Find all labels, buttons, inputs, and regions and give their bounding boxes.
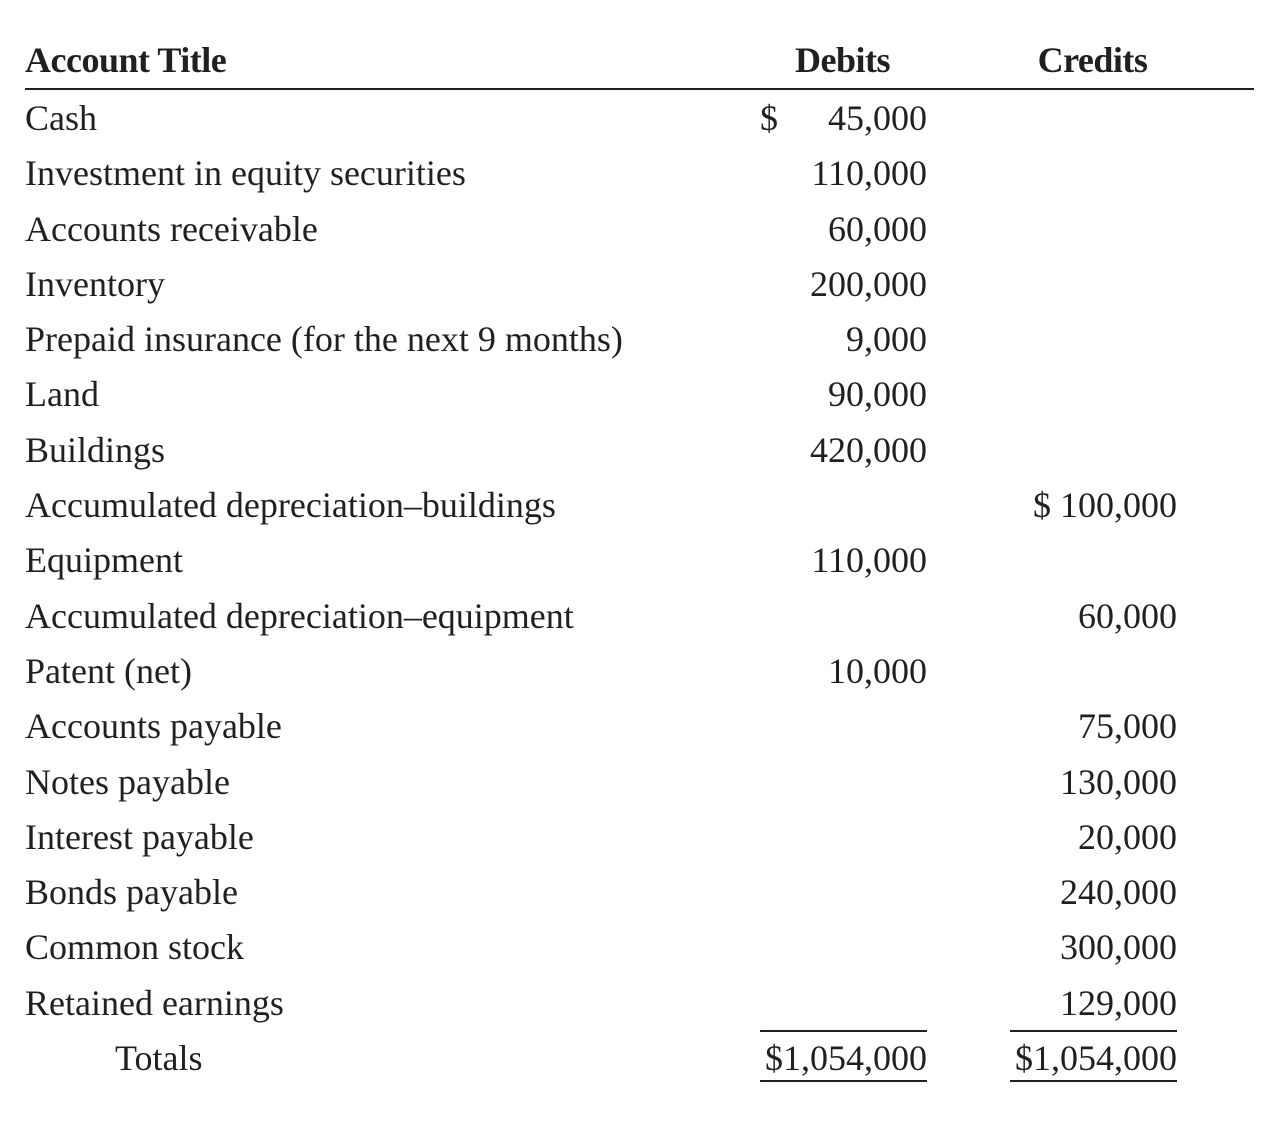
trial-balance-table bbox=[25, 36, 1254, 1085]
table-row bbox=[25, 864, 1254, 919]
account-title: Accumulated depreciation–buildings bbox=[25, 485, 556, 526]
account-title: Bonds payable bbox=[25, 872, 238, 913]
credit-amount: 240,000 bbox=[1060, 872, 1177, 913]
header-credits: Credits bbox=[1037, 40, 1148, 80]
credit-amount: 20,000 bbox=[1078, 816, 1177, 857]
credit-amount: 60,000 bbox=[1078, 595, 1177, 636]
table-row bbox=[25, 919, 1254, 974]
debit-value: 45,000 bbox=[828, 98, 927, 138]
table-row bbox=[25, 256, 1254, 311]
credit-amount: 300,000 bbox=[1060, 927, 1177, 968]
account-title: Buildings bbox=[25, 429, 166, 470]
table-row bbox=[25, 698, 1254, 753]
table-row bbox=[25, 588, 1254, 643]
account-title: Notes payable bbox=[25, 761, 230, 802]
account-title: Equipment bbox=[25, 540, 183, 581]
account-title: Interest payable bbox=[25, 816, 254, 857]
account-title: Common stock bbox=[25, 927, 245, 968]
debit-amount: 60,000 bbox=[828, 208, 927, 249]
table-row bbox=[25, 422, 1254, 477]
debit-amount: 420,000 bbox=[810, 429, 927, 470]
credit-amount: 75,000 bbox=[1078, 706, 1177, 747]
table-row bbox=[25, 754, 1254, 809]
totals-row bbox=[25, 1030, 1254, 1085]
table-header bbox=[25, 36, 1254, 90]
total-credits: $1,054,000 bbox=[1010, 1030, 1177, 1082]
debit-amount: 10,000 bbox=[828, 650, 927, 691]
table-row bbox=[25, 809, 1254, 864]
debit-amount: 110,000 bbox=[811, 153, 927, 194]
debit-amount bbox=[760, 98, 927, 138]
currency-symbol: $ bbox=[760, 98, 778, 138]
debit-amount: 110,000 bbox=[811, 540, 927, 581]
table-row bbox=[25, 643, 1254, 698]
total-debits: $1,054,000 bbox=[760, 1030, 927, 1082]
totals-label: Totals bbox=[115, 1038, 203, 1079]
account-title: Accounts payable bbox=[25, 706, 282, 747]
credit-amount: 130,000 bbox=[1060, 761, 1177, 802]
table-row bbox=[25, 145, 1254, 200]
table-row bbox=[25, 201, 1254, 256]
table-row bbox=[25, 532, 1254, 587]
account-title: Patent (net) bbox=[25, 650, 192, 691]
account-title: Prepaid insurance (for the next 9 months) bbox=[25, 319, 623, 360]
table-body bbox=[25, 90, 1254, 1085]
debit-amount: 9,000 bbox=[846, 319, 927, 360]
account-title: Retained earnings bbox=[25, 982, 284, 1023]
account-title: Inventory bbox=[25, 263, 165, 304]
header-account-title: Account Title bbox=[25, 40, 227, 80]
table-row bbox=[25, 366, 1254, 421]
table-row bbox=[25, 477, 1254, 532]
account-title: Cash bbox=[25, 98, 97, 138]
account-title: Land bbox=[25, 374, 99, 415]
account-title: Investment in equity securities bbox=[25, 153, 466, 194]
credit-amount: 129,000 bbox=[1060, 982, 1177, 1023]
table-row bbox=[25, 311, 1254, 366]
header-debits: Debits bbox=[795, 40, 890, 80]
credit-amount: $ 100,000 bbox=[1033, 485, 1177, 526]
table-row bbox=[25, 90, 1254, 145]
account-title: Accumulated depreciation–equipment bbox=[25, 595, 574, 636]
debit-amount: 200,000 bbox=[810, 263, 927, 304]
account-title: Accounts receivable bbox=[25, 208, 318, 249]
table-row bbox=[25, 975, 1254, 1030]
debit-amount: 90,000 bbox=[828, 374, 927, 415]
